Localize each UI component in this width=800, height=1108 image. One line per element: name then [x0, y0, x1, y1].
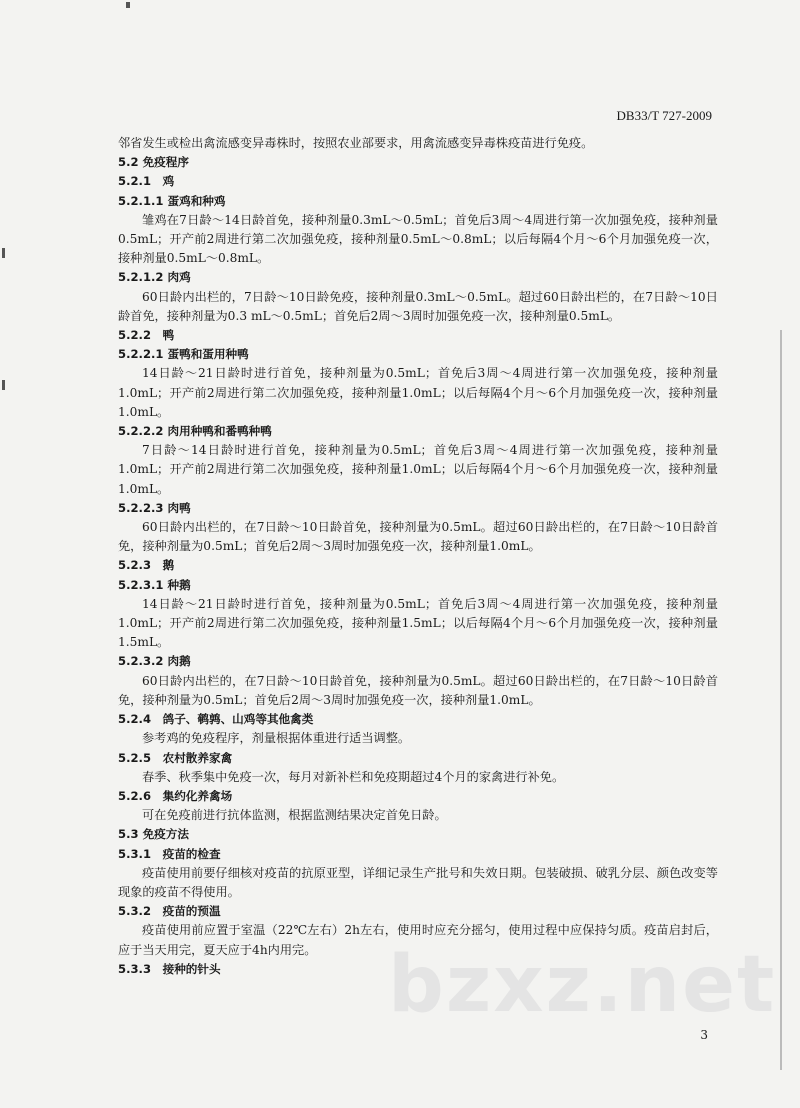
paragraph: 14日龄～21日龄时进行首免，接种剂量为0.5mL；首免后3周～4周进行第一次加强免疫，接种剂量1.0mL；开产前2周进行第二次加强免疫，接种剂量1.5mL；以后每隔4个月～6个月加强免疫一次，接种剂量1.5mL。 [118, 596, 718, 650]
subsection-heading: 5.2.6 集约化养禽场 [118, 788, 233, 803]
paragraph: 疫苗使用前应置于室温（22℃左右）2h左右，使用时应充分摇匀，使用过程中应保持匀质。疫苗启封后，应于当天用完，夏天应于4h内用完。 [118, 923, 718, 957]
clause-heading: 5.2.1.2 肉鸡 [118, 270, 191, 285]
section-heading: 5.3 免疫方法 [118, 827, 189, 842]
scan-artifact [2, 248, 5, 258]
paragraph: 疫苗使用前要仔细核对疫苗的抗原亚型，详细记录生产批号和失效日期。包装破损、破乳分层、颜色改变等现象的疫苗不得使用。 [118, 865, 718, 899]
paragraph: 14日龄～21日龄时进行首免，接种剂量为0.5mL；首免后3周～4周进行第一次加强免疫，接种剂量1.0mL；开产前2周进行第二次加强免疫，接种剂量1.0mL；以后每隔4个月～6个月加强免疫一次，接种剂量1.0mL。 [118, 366, 718, 419]
scan-edge [780, 330, 782, 1070]
paragraph: 雏鸡在7日龄～14日龄首免，接种剂量0.3mL～0.5mL；首免后3周～4周进行第一次加强免疫，接种剂量0.5mL；开产前2周进行第二次加强免疫，接种剂量0.5mL～0.8mL；以后每隔4个月～6个月加强免疫一次，接种剂量0.5mL～0.8mL。 [118, 212, 718, 266]
clause-heading: 5.2.2.1 蛋鸭和蛋用种鸭 [118, 347, 249, 362]
subsection-heading: 5.2.1 鸡 [118, 174, 175, 189]
scan-artifact [126, 2, 130, 8]
subsection-heading: 5.2.2 鸭 [118, 328, 175, 343]
paragraph: 60日龄内出栏的，在7日龄～10日龄首免，接种剂量为0.5mL。超过60日龄出栏的，在7日龄～10日龄首免，接种剂量为0.5mL；首免后2周～3周时加强免疫一次，接种剂量1.0mL。 [118, 673, 718, 707]
clause-heading: 5.2.2.2 肉用种鸭和番鸭种鸭 [118, 424, 272, 439]
clause-heading: 5.2.2.3 肉鸭 [118, 500, 191, 515]
subsection-heading: 5.2.4 鸽子、鹌鹑、山鸡等其他禽类 [118, 712, 314, 727]
subsection-heading: 5.2.5 农村散养家禽 [118, 750, 233, 765]
subsection-heading: 5.3.2 疫苗的预温 [118, 904, 221, 919]
paragraph: 7日龄～14日龄时进行首免，接种剂量为0.5mL；首免后3周～4周进行第一次加强免疫，接种剂量1.0mL；开产前2周进行第二次加强免疫，接种剂量1.0mL；以后每隔4个月～6个月加强免疫一次，接种剂量1.0mL。 [118, 443, 718, 496]
clause-heading: 5.2.1.1 蛋鸡和种鸡 [118, 193, 226, 208]
subsection-heading: 5.3.1 疫苗的检查 [118, 846, 221, 861]
continued-paragraph: 邻省发生或检出禽流感变异毒株时，按照农业部要求，用禽流感变异毒株疫苗进行免疫。 [118, 136, 594, 150]
paragraph: 春季、秋季集中免疫一次，每月对新补栏和免疫期超过4个月的家禽进行补免。 [142, 769, 565, 784]
clause-heading: 5.2.3.1 种鹅 [118, 577, 191, 592]
subsection-heading: 5.3.3 接种的针头 [118, 961, 221, 976]
document-body [118, 134, 718, 979]
section-heading: 5.2 免疫程序 [118, 155, 189, 170]
paragraph: 60日龄内出栏的，7日龄～10日龄免疫，接种剂量0.3mL～0.5mL。超过60日龄出栏的，在7日龄～10日龄首免，接种剂量为0.3 mL～0.5mL；首免后2周～3周时加强免疫一次，接种剂量0.5mL。 [118, 289, 718, 323]
scan-artifact [2, 380, 5, 390]
subsection-heading: 5.2.3 鹅 [118, 558, 175, 573]
paragraph: 参考鸡的免疫程序，剂量根据体重进行适当调整。 [142, 731, 411, 746]
paragraph: 60日龄内出栏的，在7日龄～10日龄首免，接种剂量为0.5mL。超过60日龄出栏的，在7日龄～10日龄首免，接种剂量为0.5mL；首免后2周～3周时加强免疫一次，接种剂量1.0mL。 [118, 520, 718, 554]
watermark: bzxz.net [388, 940, 777, 1030]
page-number: 3 [700, 1028, 708, 1042]
clause-heading: 5.2.3.2 肉鹅 [118, 654, 191, 669]
standard-number: DB33/T 727-2009 [616, 108, 712, 123]
paragraph: 可在免疫前进行抗体监测，根据监测结果决定首免日龄。 [142, 808, 447, 823]
